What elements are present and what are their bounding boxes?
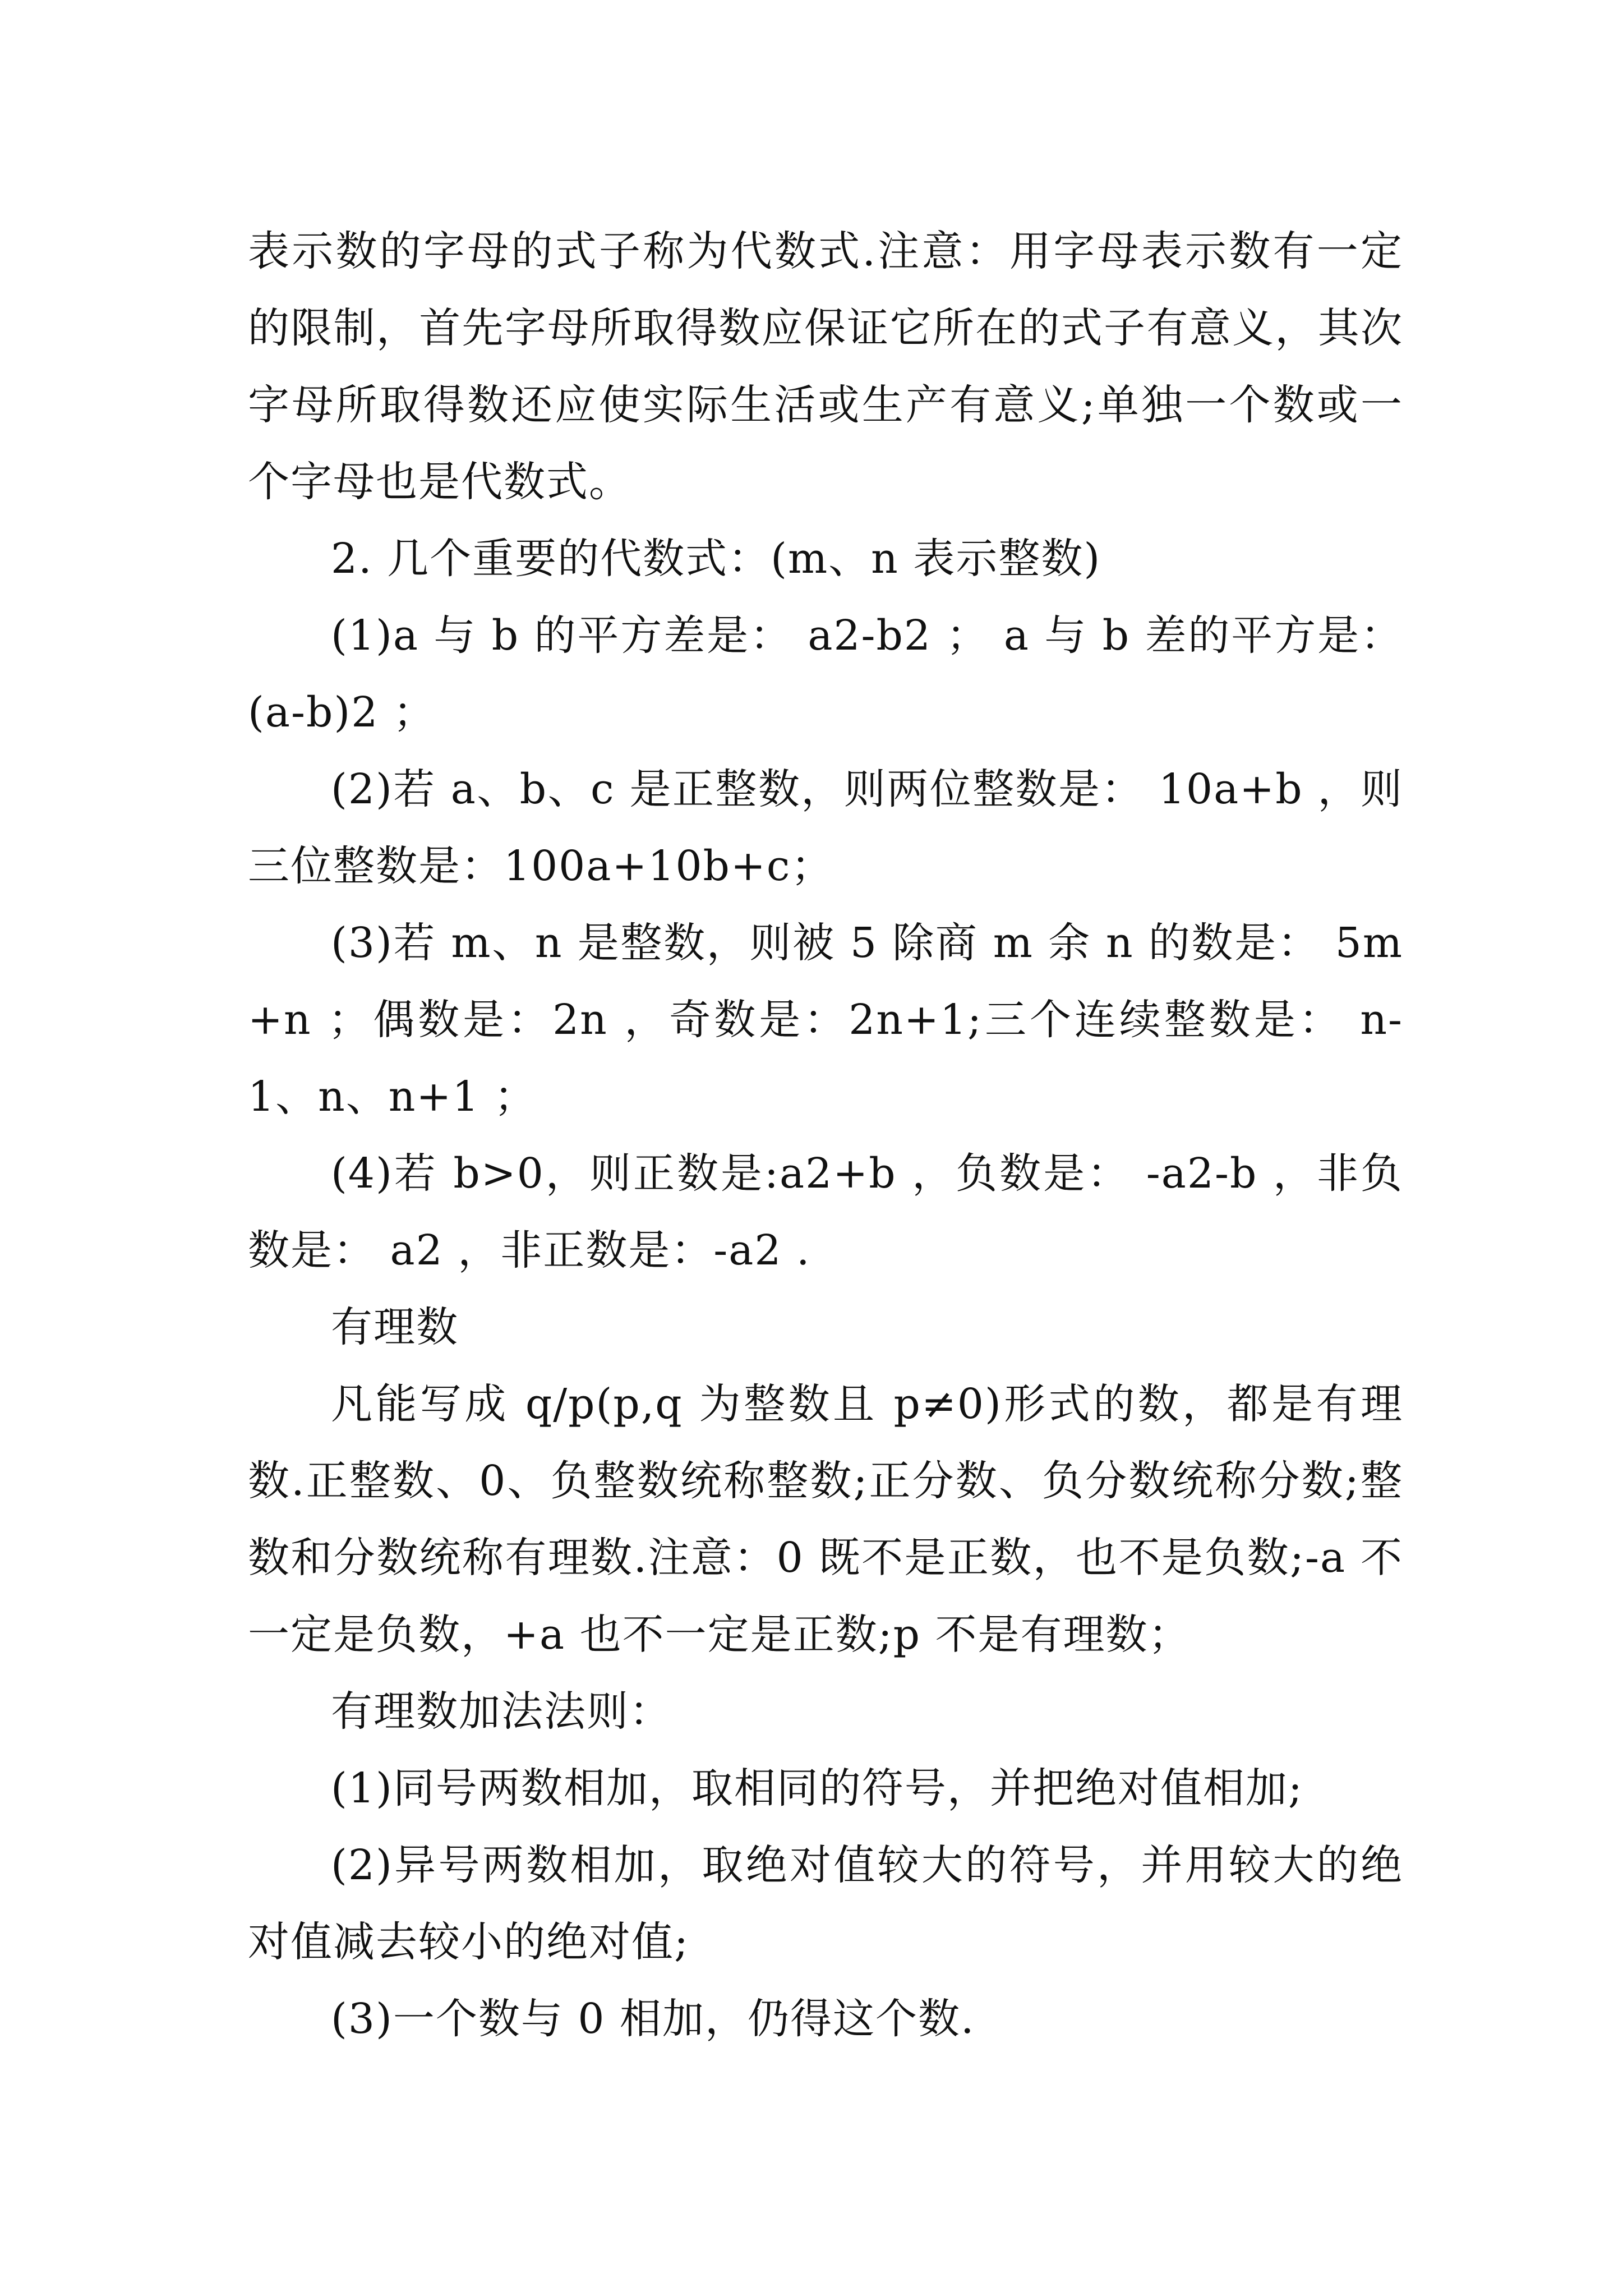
paragraph-rational-number-definition: 凡能写成 q/p(p,q 为整数且 p≠0)形式的数，都是有理数.正整数、0、负整数统称整数;正分数、负分数统称分数;整数和分数统称有理数.注意：0 既不是正数，也不是负数;-a 不一定是负数，+a 也不一定是正数;p 不是有理数；: [248, 1380, 1403, 1659]
paragraph-important-expressions-heading: 2. 几个重要的代数式：(m、n 表示整数): [331, 535, 1101, 583]
paragraph-addition-rule-2: (2)异号两数相加，取绝对值较大的符号，并用较大的绝对值减去较小的绝对值;: [248, 1841, 1403, 1966]
paragraph-addition-rule-1: (1)同号两数相加，取相同的符号，并把绝对值相加;: [331, 1764, 1303, 1812]
paragraph-item-2: (2)若 a、b、c 是正整数，则两位整数是： 10a+b ，则三位整数是：100a+10b+c；: [248, 765, 1403, 890]
document-page: [248, 213, 1403, 2058]
paragraph-item-3: (3)若 m、n 是整数，则被 5 除商 m 余 n 的数是： 5m+n ；偶数是：2n ，奇数是：2n+1;三个连续整数是： n-1、n、n+1 ；: [248, 919, 1403, 1121]
paragraph-algebraic-expression-definition: 表示数的字母的式子称为代数式.注意：用字母表示数有一定的限制，首先字母所取得数应保证它所在的式子有意义，其次字母所取得数还应使实际生活或生产有意义;单独一个数或一个字母也是代数式。: [248, 227, 1403, 506]
paragraph-item-1: (1)a 与 b 的平方差是： a2-b2 ； a 与 b 差的平方是：(a-b)2 ；: [248, 611, 1403, 737]
section-heading-addition-rules: 有理数加法法则：: [331, 1687, 672, 1736]
paragraph-addition-rule-3: (3)一个数与 0 相加，仍得这个数.: [331, 1995, 975, 2043]
section-heading-rational-numbers: 有理数: [331, 1303, 459, 1351]
paragraph-item-4: (4)若 b>0，则正数是:a2+b ，负数是： -a2-b ，非负数是： a2 ，非正数是：-a2 .: [248, 1149, 1403, 1274]
